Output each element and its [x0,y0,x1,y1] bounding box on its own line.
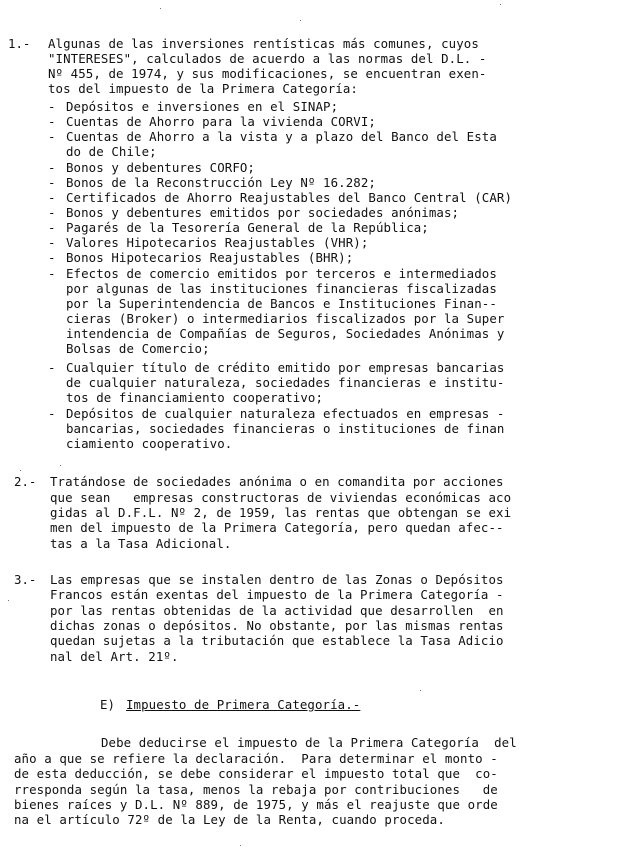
section-2-number: 2.- [14,474,37,489]
section-1-intro-line: Algunas de las inversiones rentísticas más comunes, cuyos [48,36,479,51]
section-3-line: Las empresas que se instalen dentro de las Zonas o Depósitos [50,572,504,587]
bullet-dash: - [48,99,56,114]
scan-speck [300,20,301,21]
scan-speck [20,470,21,471]
section-1-intro-line: Nº 455, de 1974, y sus modificaciones, se encuentran exen- [48,66,487,81]
list-item-text: por algunas de las instituciones financieras fiscalizadas [66,281,497,296]
list-item-text: Certificados de Ahorro Reajustables del Banco Central (CAR) [66,190,513,205]
section-e-heading: Impuesto de Primera Categoría.- [126,697,361,712]
bullet-dash: - [48,360,56,375]
section-e-line: de esta deducción, se debe considerar el impuesto total que co- [14,766,498,781]
list-item-text: bancarias, sociedades financieras o instituciones de finan [66,421,505,436]
section-e-line: rresponda según la tasa, menos la rebaja por contribuciones de [14,782,498,797]
section-3-line: por las rentas obtenidas de la actividad que desarrollen en [50,603,504,618]
bullet-dash: - [48,205,56,220]
section-e-letter: E) [100,697,115,712]
section-e-line: na el artículo 72º de la Ley de la Renta, cuando proceda. [14,812,445,827]
section-3-line: quedan sujetas a la tributación que establece la Tasa Adicio [50,633,504,648]
list-item-text: Depósitos de cualquier naturaleza efectuados en empresas - [66,406,505,421]
bullet-dash: - [48,190,56,205]
section-2-line: Tratándose de sociedades anónima o en comandita por acciones [50,474,504,489]
list-item-text: Efectos de comercio emitidos por terceros e intermediados [66,266,497,281]
section-2-line: gidas al D.F.L. Nº 2, de 1959, las rentas que obtengan se exi [50,505,512,520]
list-item-text: Bonos de la Reconstrucción Ley Nº 16.282; [66,175,376,190]
list-item-text: Cuentas de Ahorro a la vista y a plazo del Banco del Esta [66,129,497,144]
section-e-line: bienes raíces y D.L. Nº 889, de 1975, y más el reajuste que orde [14,797,498,812]
section-2-line: que sean empresas constructoras de viviendas económicas aco [50,490,512,505]
section-1-intro-line: "INTERESES", calculados de acuerdo a las normas del D.L. - [48,51,487,66]
list-item-text: por la Superintendencia de Bancos e Instituciones Finan-- [66,296,497,311]
bullet-dash: - [48,114,56,129]
list-item-text: Bolsas de Comercio; [66,341,210,356]
scan-speck [160,8,161,9]
list-item-text: cieras (Broker) o intermediarios fiscalizados por la Super [66,311,505,326]
section-3-line: Francos están exentas del impuesto de la Primera Categoría - [50,587,504,602]
list-item-text: Bonos y debentures CORFO; [66,160,255,175]
list-item-text: tos de financiamiento cooperativo; [66,390,324,405]
bullet-dash: - [48,175,56,190]
list-item-text: Bonos Hipotecarios Reajustables (BHR); [66,250,354,265]
section-e-line: Debe deducirse el impuesto de la Primera Categoría del [101,735,517,750]
list-item-text: de cualquier naturaleza, sociedades financieras e institu- [66,375,505,390]
bullet-dash: - [48,250,56,265]
bullet-dash: - [48,235,56,250]
list-item-text: Pagarés de la Tesorería General de la República; [66,220,429,235]
list-item-text: Bonos y debentures emitidos por sociedades anónimas; [66,205,460,220]
section-e-line: año a que se refiere la declaración. Para determinar el monto - [14,751,498,766]
bullet-dash: - [48,129,56,144]
bullet-dash: - [48,160,56,175]
list-item-text: ciamiento cooperativo. [66,436,233,451]
list-item-text: intendencia de Compañías de Seguros, Sociedades Anónimas y [66,326,505,341]
list-item-text: Valores Hipotecarios Reajustables (VHR); [66,235,369,250]
scan-speck [8,600,9,601]
list-item-text: Cuentas de Ahorro para la vivienda CORVI; [66,114,376,129]
scan-speck [240,845,241,846]
section-3-number: 3.- [14,572,37,587]
scan-speck [60,465,61,466]
list-item-text: Depósitos e inversiones en el SINAP; [66,99,339,114]
bullet-dash: - [48,406,56,421]
scan-speck [420,690,421,691]
scan-speck [500,4,501,5]
list-item-text: Cualquier título de crédito emitido por empresas bancarias [66,360,505,375]
section-3-line: nal del Art. 21º. [50,649,179,664]
section-3-line: dichas zonas o depósitos. No obstante, por las mismas rentas [50,618,504,633]
bullet-dash: - [48,220,56,235]
section-2-line: men del impuesto de la Primera Categoría, pero quedan afec-- [50,520,504,535]
list-item-text: do de Chile; [66,144,157,159]
bullet-dash: - [48,266,56,281]
section-1-intro-line: tos del impuesto de la Primera Categoría: [48,81,358,96]
section-2-line: tas a la Tasa Adicional. [50,536,232,551]
section-1-number: 1.- [8,36,31,51]
